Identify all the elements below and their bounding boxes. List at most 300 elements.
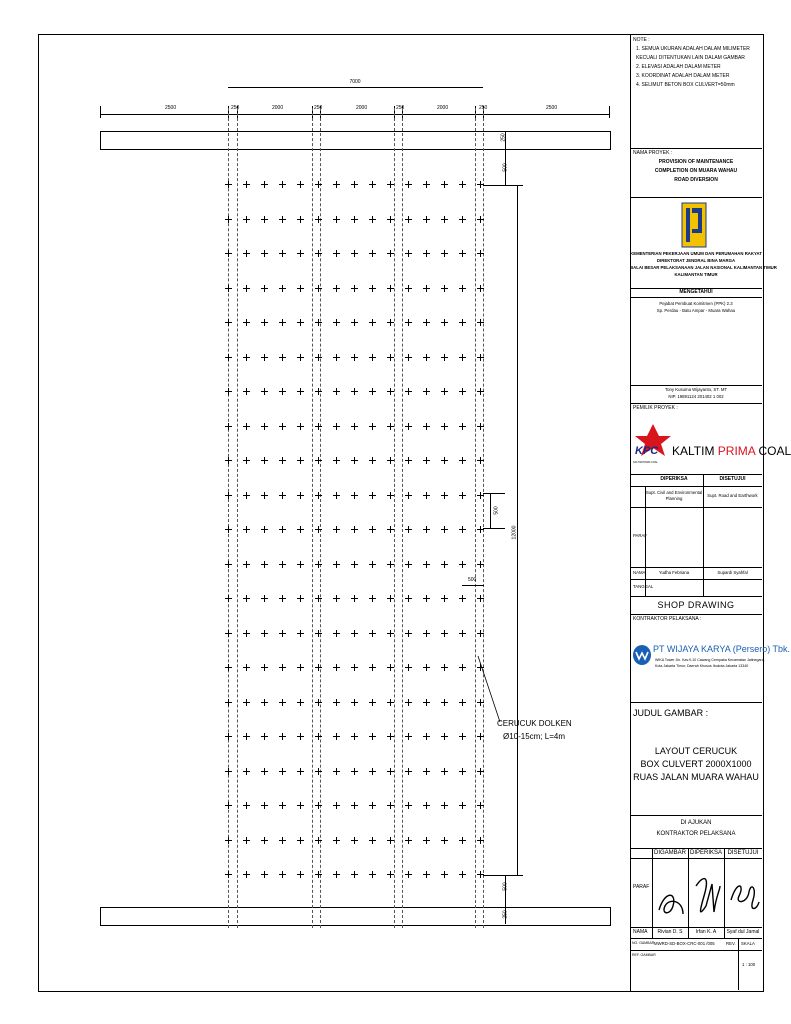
pile-marker	[441, 664, 448, 671]
owner-role-1: Supt. Civil and Environmental Planning	[645, 490, 703, 501]
pile-marker	[459, 181, 466, 188]
ref-gambar-label: REF. GAMBAR	[632, 953, 656, 957]
note-1: 1. SEMUA UKURAN ADALAH DALAM MILIMETER	[636, 46, 750, 52]
pile-marker	[477, 561, 484, 568]
pile-marker	[261, 526, 268, 533]
pile-marker	[243, 802, 250, 809]
pile-marker	[315, 526, 322, 533]
pile-marker	[423, 837, 430, 844]
pile-marker	[279, 354, 286, 361]
pile-marker	[423, 354, 430, 361]
wika-logo-icon	[632, 644, 652, 666]
owner-name-1: Yudha Febriana	[658, 570, 690, 575]
pile-marker	[369, 595, 376, 602]
pile-marker	[315, 354, 322, 361]
pile-marker	[279, 768, 286, 775]
pile-marker	[387, 423, 394, 430]
kpc-logo-subtext: KALTIM PRIMA COAL	[633, 461, 658, 464]
pile-marker	[225, 802, 232, 809]
pile-marker	[387, 457, 394, 464]
pile-marker	[279, 802, 286, 809]
pile-marker	[441, 595, 448, 602]
pile-marker	[387, 388, 394, 395]
pile-marker	[441, 561, 448, 568]
pile-marker	[297, 733, 304, 740]
title-line-1: LAYOUT CERUCUK	[654, 746, 738, 756]
pile-marker	[459, 423, 466, 430]
pile-marker	[243, 630, 250, 637]
company-part-2: PRIMA	[717, 444, 756, 458]
note-4: 4. SELIMUT BETON BOX CULVERT=50mm	[636, 82, 735, 88]
pile-marker	[369, 871, 376, 878]
pile-marker	[477, 768, 484, 775]
pile-marker	[387, 492, 394, 499]
pile-marker	[279, 388, 286, 395]
pile-marker	[387, 664, 394, 671]
pile-marker	[351, 630, 358, 637]
contractor-name: PT WIJAYA KARYA (Persero) Tbk.	[653, 644, 791, 654]
pile-marker	[261, 837, 268, 844]
dim-tick	[100, 106, 101, 118]
dim-spacing: 500	[468, 577, 477, 583]
pile-marker	[297, 492, 304, 499]
pile-marker	[243, 319, 250, 326]
contractor-address-2: Kota Jakarta Timur, Daerah Khusus Ibukota Jakarta 13340	[655, 664, 749, 668]
pile-marker	[405, 561, 412, 568]
pile-marker	[333, 595, 340, 602]
pile-marker	[423, 319, 430, 326]
pile-marker	[405, 492, 412, 499]
pile-marker	[243, 561, 250, 568]
dim-segment-label: 2500	[546, 105, 558, 111]
pile-marker	[297, 837, 304, 844]
pile-marker	[315, 664, 322, 671]
pile-marker	[315, 595, 322, 602]
divider	[630, 403, 762, 404]
pile-marker	[315, 285, 322, 292]
pile-marker	[279, 285, 286, 292]
pile-marker	[261, 216, 268, 223]
pile-marker	[333, 699, 340, 706]
pile-marker	[243, 388, 250, 395]
divider	[630, 858, 762, 859]
pile-marker	[423, 285, 430, 292]
pile-marker	[225, 250, 232, 257]
pile-marker	[279, 457, 286, 464]
pile-marker	[225, 181, 232, 188]
pile-marker	[405, 423, 412, 430]
pile-marker	[369, 768, 376, 775]
pile-marker	[387, 526, 394, 533]
pile-marker	[333, 871, 340, 878]
pile-marker	[369, 664, 376, 671]
pile-marker	[225, 871, 232, 878]
pile-marker	[243, 457, 250, 464]
pile-marker	[405, 664, 412, 671]
project-line-1: PROVISION OF MAINTENANCE	[658, 159, 734, 165]
owner-col-disetujui: DISETUJUI	[719, 476, 746, 482]
dim-line-total	[228, 87, 483, 88]
pile-marker	[279, 526, 286, 533]
pile-marker	[423, 388, 430, 395]
pile-marker	[405, 388, 412, 395]
pile-marker	[351, 561, 358, 568]
pile-marker	[279, 216, 286, 223]
pile-marker	[477, 595, 484, 602]
pile-marker	[369, 285, 376, 292]
divider	[630, 474, 762, 475]
pile-marker	[351, 802, 358, 809]
pile-marker	[243, 733, 250, 740]
wall-line	[312, 108, 313, 928]
dim-tick	[609, 106, 610, 118]
pile-marker	[333, 733, 340, 740]
pile-marker	[441, 526, 448, 533]
pile-marker	[477, 423, 484, 430]
pile-marker	[423, 802, 430, 809]
pile-marker	[351, 595, 358, 602]
pile-marker	[243, 837, 250, 844]
pile-marker	[477, 457, 484, 464]
pile-marker	[423, 768, 430, 775]
dim-tick	[483, 875, 523, 876]
pile-marker	[405, 768, 412, 775]
pile-marker	[261, 250, 268, 257]
pile-marker	[279, 492, 286, 499]
name-diperiksa: Irfan K. A	[695, 929, 717, 935]
pile-marker	[351, 216, 358, 223]
pile-marker	[405, 837, 412, 844]
pile-marker	[351, 354, 358, 361]
pile-marker	[333, 802, 340, 809]
pile-marker	[297, 526, 304, 533]
company-part-3: COAL	[755, 444, 791, 458]
pile-marker	[333, 216, 340, 223]
nama-label: NAMA	[633, 929, 648, 935]
contractor-label: KONTRAKTOR PELAKSANA :	[633, 616, 702, 622]
box-culvert-top-slab	[100, 131, 611, 150]
pile-marker	[225, 319, 232, 326]
col-disetujui: DISETUJUI	[727, 850, 759, 856]
pile-marker	[423, 561, 430, 568]
pile-marker	[225, 630, 232, 637]
pile-marker	[297, 699, 304, 706]
pile-marker	[279, 561, 286, 568]
company-part-1: KALTIM	[672, 444, 718, 458]
pile-marker	[441, 871, 448, 878]
pile-marker	[279, 319, 286, 326]
pile-marker	[261, 423, 268, 430]
pile-marker	[405, 354, 412, 361]
pile-marker	[423, 250, 430, 257]
pile-marker	[459, 388, 466, 395]
pile-marker	[369, 354, 376, 361]
title-line-2: BOX CULVERT 2000X1000	[640, 759, 752, 769]
project-label: NAMA PROYEK :	[633, 150, 673, 156]
divider	[688, 848, 689, 938]
pile-marker	[351, 664, 358, 671]
pile-marker	[477, 802, 484, 809]
pile-marker	[297, 354, 304, 361]
divider	[630, 567, 762, 568]
pile-marker	[387, 733, 394, 740]
pile-marker	[243, 595, 250, 602]
title-label: JUDUL GAMBAR :	[633, 708, 709, 718]
pile-marker	[477, 285, 484, 292]
pile-marker	[423, 423, 430, 430]
pile-marker	[333, 664, 340, 671]
owner-paraf-label: PARAF	[633, 533, 648, 538]
pile-marker	[423, 526, 430, 533]
pile-marker	[297, 319, 304, 326]
pile-marker	[333, 837, 340, 844]
pile-marker	[351, 768, 358, 775]
pile-marker	[369, 423, 376, 430]
pile-marker	[423, 871, 430, 878]
wall-line	[394, 108, 395, 928]
dim-segment-label: 250	[396, 105, 405, 111]
project-line-2: COMPLETION ON MUARA WAHAU	[654, 168, 738, 174]
pile-marker	[279, 664, 286, 671]
pile-marker	[405, 457, 412, 464]
pu-logo-icon	[681, 202, 707, 248]
pile-marker	[405, 733, 412, 740]
dim-segment-label: 2500	[165, 105, 177, 111]
pile-marker	[243, 664, 250, 671]
dim-segment-label: 2000	[437, 105, 449, 111]
pile-marker	[243, 699, 250, 706]
pile-marker	[405, 250, 412, 257]
pile-marker	[369, 526, 376, 533]
divider	[630, 938, 762, 939]
pile-marker	[459, 216, 466, 223]
official-nip: NIP. 19891124 201402 1 002	[668, 394, 724, 399]
pile-marker	[279, 423, 286, 430]
note-2: 2. ELEVASI ADALAH DALAM METER	[636, 64, 721, 70]
pile-marker	[351, 285, 358, 292]
annotation-line-1: CERUCUK DOLKEN	[497, 719, 572, 728]
pile-marker	[351, 492, 358, 499]
pile-marker	[423, 595, 430, 602]
note-3: 3. KOORDINAT ADALAH DALAM METER	[636, 73, 730, 79]
pile-marker	[459, 733, 466, 740]
pile-marker	[225, 285, 232, 292]
dim-right-bot-2: 250	[502, 910, 509, 919]
shop-drawing-title: SHOP DRAWING	[657, 600, 735, 610]
pile-marker	[387, 216, 394, 223]
pile-marker	[243, 492, 250, 499]
divider	[630, 148, 762, 149]
pile-marker	[297, 664, 304, 671]
owner-tanggal-label: TANGGAL	[633, 584, 654, 589]
pile-marker	[405, 285, 412, 292]
dim-right-mid: 500	[493, 506, 500, 515]
owner-name-2: Supardi Syahfal	[717, 570, 748, 575]
pile-marker	[459, 285, 466, 292]
pile-marker	[297, 768, 304, 775]
wall-line	[402, 108, 403, 928]
dim-tick	[483, 528, 505, 529]
diajukan-line-2: KONTRAKTOR PELAKSANA	[656, 831, 736, 837]
pile-marker	[441, 802, 448, 809]
pile-marker	[459, 664, 466, 671]
pile-marker	[351, 733, 358, 740]
title-line-3: RUAS JALAN MUARA WAHAU	[633, 772, 759, 782]
pile-marker	[225, 733, 232, 740]
pile-marker	[243, 354, 250, 361]
pile-marker	[315, 492, 322, 499]
pile-marker	[477, 630, 484, 637]
name-digambar: Rivian D. S	[657, 929, 683, 935]
pile-marker	[297, 285, 304, 292]
pile-marker	[333, 630, 340, 637]
divider	[630, 815, 762, 816]
pile-marker	[243, 285, 250, 292]
dim-spacing-line	[462, 585, 484, 586]
pile-marker	[297, 388, 304, 395]
pile-marker	[459, 595, 466, 602]
pile-marker	[441, 181, 448, 188]
divider	[630, 702, 762, 703]
pile-marker	[225, 354, 232, 361]
pile-marker	[297, 630, 304, 637]
pile-marker	[297, 802, 304, 809]
pile-marker	[405, 595, 412, 602]
pile-marker	[477, 733, 484, 740]
pile-marker	[369, 561, 376, 568]
pile-marker	[333, 561, 340, 568]
pile-marker	[369, 492, 376, 499]
pile-marker	[225, 388, 232, 395]
pile-marker	[387, 699, 394, 706]
pile-marker	[351, 319, 358, 326]
pile-marker	[333, 285, 340, 292]
pile-marker	[225, 526, 232, 533]
pile-marker	[459, 699, 466, 706]
divider	[630, 507, 762, 508]
pile-marker	[405, 319, 412, 326]
divider	[630, 596, 762, 597]
pile-marker	[387, 630, 394, 637]
pile-marker	[441, 250, 448, 257]
official-name: Tony Kusuma Wijayanto, ST. MT	[664, 387, 728, 392]
ministry-line-2: DIREKTORAT JENDRAL BINA MARGA	[656, 258, 736, 263]
pile-marker	[405, 802, 412, 809]
pile-marker	[441, 699, 448, 706]
divider	[630, 950, 762, 951]
rev-label: REV.	[726, 941, 736, 946]
pile-marker	[459, 871, 466, 878]
divider	[652, 848, 653, 938]
dim-line-segments	[100, 114, 610, 115]
pile-marker	[297, 457, 304, 464]
pile-marker	[387, 250, 394, 257]
divider	[630, 579, 762, 580]
skala-value: 1 : 100	[742, 962, 756, 967]
pile-marker	[459, 319, 466, 326]
ppk-line-2: Sp. Perdau - Batu Ampar - Muara Wahau	[656, 308, 736, 313]
pile-marker	[477, 250, 484, 257]
pile-marker	[243, 871, 250, 878]
pile-marker	[243, 423, 250, 430]
divider	[703, 474, 704, 596]
name-disetujui: Syaf dul Jamal	[726, 929, 760, 935]
pile-marker	[243, 250, 250, 257]
pile-marker	[225, 595, 232, 602]
pile-marker	[225, 768, 232, 775]
pile-marker	[441, 354, 448, 361]
pile-marker	[261, 285, 268, 292]
diajukan-line-1: DI AJUKAN	[680, 820, 712, 826]
pile-marker	[333, 319, 340, 326]
pile-marker	[225, 664, 232, 671]
pile-marker	[459, 250, 466, 257]
pile-marker	[405, 526, 412, 533]
pile-marker	[441, 837, 448, 844]
pile-marker	[333, 768, 340, 775]
ministry-line-1: KEMENTERIAN PEKERJAAN UMUM DAN PERUMAHAN RAKYAT	[630, 251, 762, 256]
dim-tick	[483, 493, 505, 494]
pile-marker	[333, 526, 340, 533]
box-culvert-bottom-slab	[100, 907, 611, 926]
pile-marker	[351, 457, 358, 464]
pile-marker	[315, 457, 322, 464]
pile-marker	[351, 250, 358, 257]
dim-right-top-1: 250	[500, 133, 507, 142]
pile-marker	[315, 699, 322, 706]
dim-right-bot-1: 500	[502, 882, 509, 891]
pile-marker	[279, 250, 286, 257]
pile-marker	[297, 250, 304, 257]
signature-3	[727, 870, 761, 926]
pile-marker	[333, 457, 340, 464]
dim-segment-label: 250	[231, 105, 240, 111]
notes-heading: NOTE :	[633, 37, 650, 43]
pile-marker	[441, 457, 448, 464]
pile-marker	[351, 423, 358, 430]
pile-marker	[351, 388, 358, 395]
pile-marker	[261, 354, 268, 361]
pile-marker	[405, 216, 412, 223]
pile-marker	[261, 802, 268, 809]
pile-marker	[441, 319, 448, 326]
pile-marker	[351, 526, 358, 533]
signature-2	[690, 866, 724, 928]
dim-segment-label: 2000	[356, 105, 368, 111]
pile-marker	[369, 216, 376, 223]
pile-marker	[459, 630, 466, 637]
pile-marker	[243, 181, 250, 188]
wall-line	[475, 108, 476, 928]
svg-text:KPC: KPC	[635, 445, 659, 457]
dim-right-total: 12000	[511, 525, 518, 540]
pile-marker	[279, 595, 286, 602]
pile-marker	[261, 733, 268, 740]
pile-marker	[243, 216, 250, 223]
owner-role-2: Supt. Road and Earthwork	[707, 493, 758, 498]
owner-nama-label: NAMA	[633, 570, 646, 575]
pile-marker	[225, 837, 232, 844]
pile-marker	[279, 837, 286, 844]
pile-marker	[369, 319, 376, 326]
pile-marker	[441, 492, 448, 499]
dim-tick	[483, 185, 523, 186]
pile-marker	[423, 630, 430, 637]
no-gambar-value: MWRD-SD-BOX-CRC-001 /005	[654, 941, 715, 946]
pile-marker	[477, 354, 484, 361]
pile-marker	[279, 699, 286, 706]
contractor-address-1: WIKA Tower Jln. Kav.9-10 Cawang Cempaka Kecamatan Jatinegara,	[655, 658, 765, 662]
